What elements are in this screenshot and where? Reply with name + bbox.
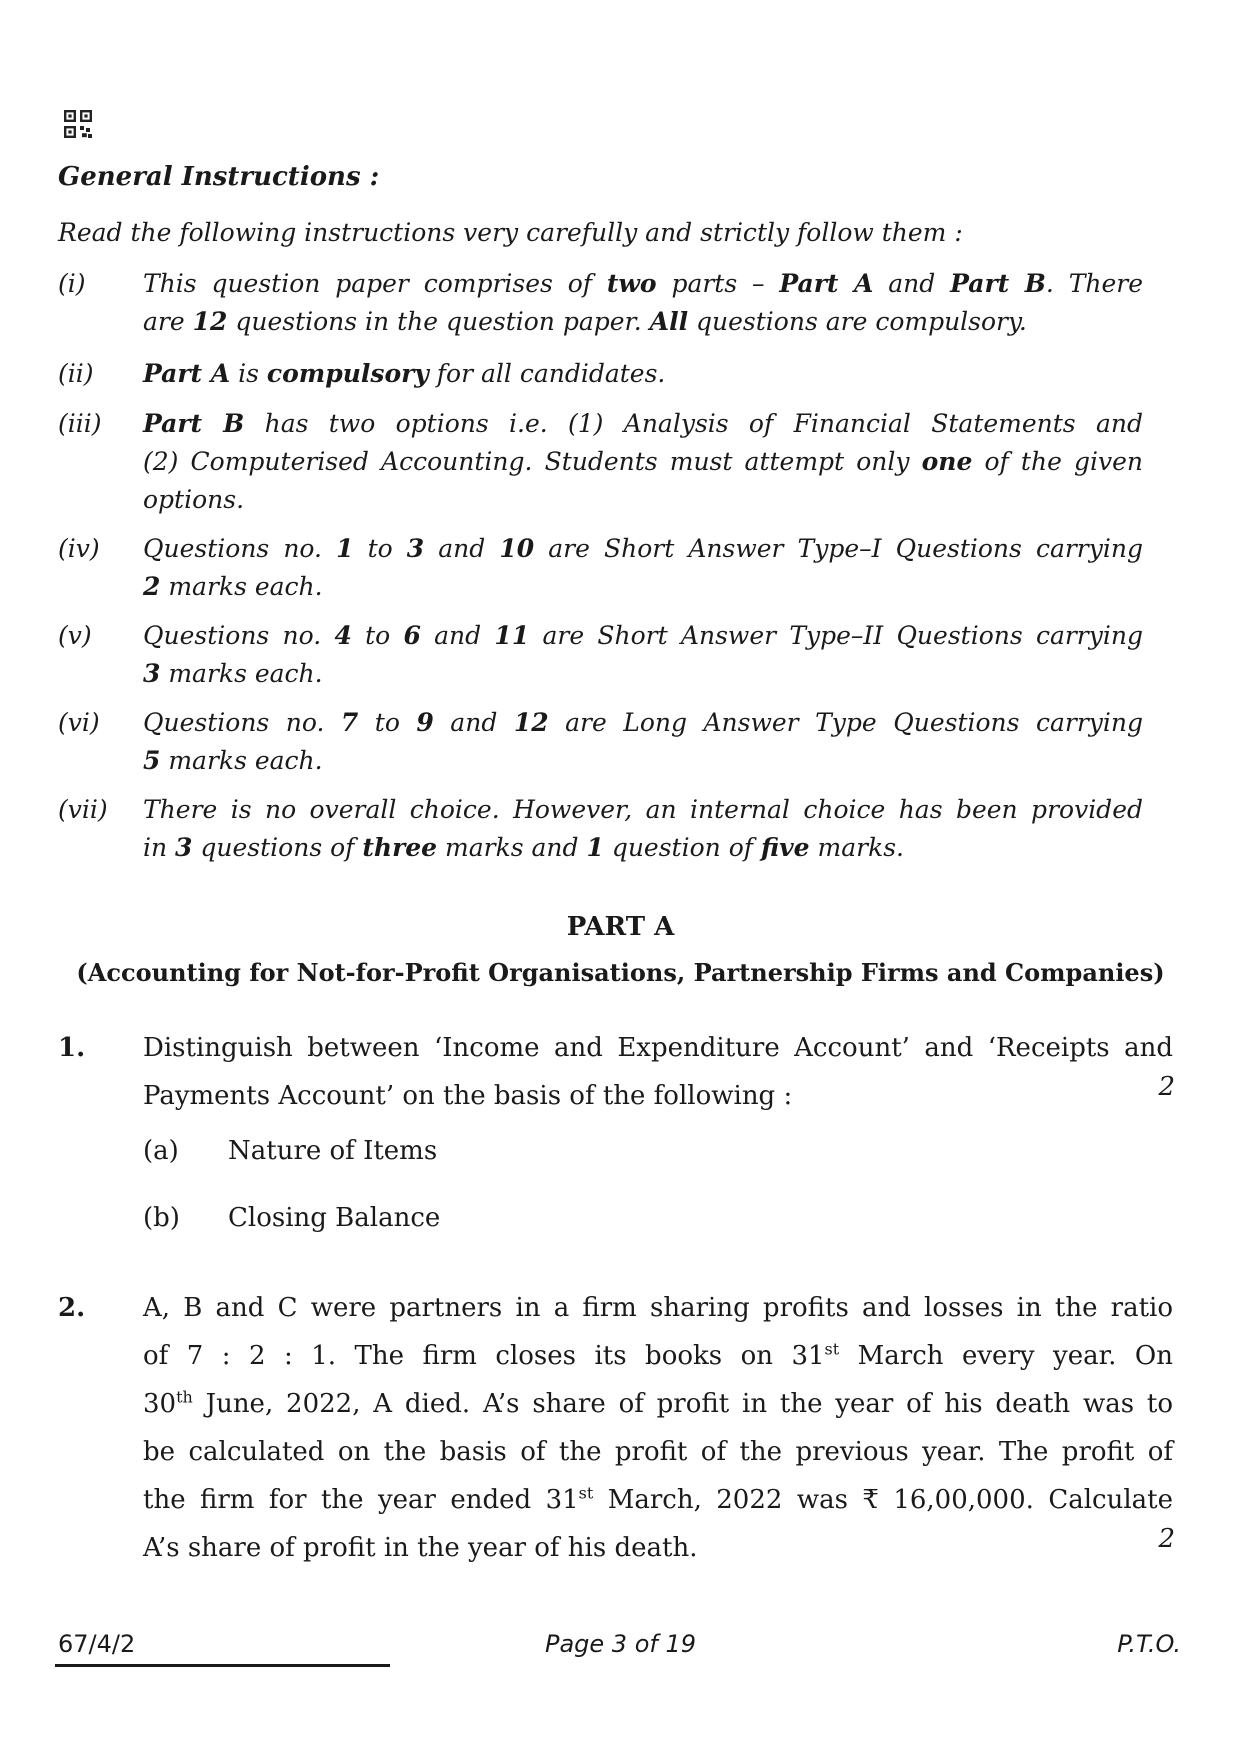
text-part: Questions no. — [143, 534, 337, 563]
bold-text: 12 — [513, 708, 549, 737]
instruction-line — [143, 443, 1143, 481]
part-subtitle: (Accounting for Not-for-Profit Organisations, Partnership Firms and Companies) — [76, 958, 1165, 987]
instruction-line — [143, 481, 1143, 519]
text-part: questions are compulsory. — [688, 307, 1027, 336]
instruction-line — [143, 655, 1143, 693]
text-part: question of — [603, 833, 761, 862]
bold-text: three — [362, 833, 438, 862]
instruction-number: (i) — [58, 269, 86, 298]
bold-text: 1 — [336, 534, 354, 563]
superscript: st — [578, 1483, 594, 1503]
question-line: Payments Account’ on the basis of the following : — [143, 1081, 793, 1111]
instruction-number: (vi) — [58, 708, 100, 737]
text-part: the firm for the year ended 31 — [143, 1485, 579, 1515]
general-instructions-intro: Read the following instructions very carefully and strictly follow them : — [58, 218, 963, 247]
text-part: of 7 : 2 : 1. The firm closes its books on 31 — [143, 1341, 825, 1371]
instruction-number: (iv) — [58, 534, 100, 563]
bold-text: 4 — [334, 621, 352, 650]
instruction-text — [143, 530, 1143, 606]
bold-text: two — [606, 269, 657, 298]
pto-label: P.T.O. — [1117, 1630, 1181, 1658]
text-part: (2) Computerised Accounting. Students must attempt only — [143, 447, 922, 476]
bold-text: Part B — [143, 409, 245, 438]
instruction-number: (iii) — [58, 409, 102, 438]
text-part: marks and — [437, 833, 587, 862]
instruction-text — [143, 405, 1143, 519]
bold-text: one — [921, 447, 973, 476]
question-line — [143, 1380, 1173, 1428]
text-part: marks. — [809, 833, 904, 862]
text-part: questions in the question paper. — [227, 307, 650, 336]
text-part: is — [230, 359, 267, 388]
text-part: 30 — [143, 1389, 177, 1419]
question-2-marks: 2 — [1158, 1524, 1175, 1554]
text-part: questions of — [192, 833, 363, 862]
question-line: Distinguish between ‘Income and Expenditure Account’ and ‘Receipts and — [143, 1033, 1173, 1063]
text-part: and — [433, 708, 514, 737]
text-part: are Short Answer Type–II Questions carrying — [529, 621, 1143, 650]
instruction-text — [143, 355, 1143, 393]
text-part: June, 2022, A died. A’s share of profit in the year of his death was to — [192, 1389, 1173, 1419]
question-text — [143, 1284, 1173, 1572]
instruction-text — [143, 265, 1143, 341]
instruction-line — [143, 355, 1143, 393]
general-instructions-title: General Instructions : — [58, 162, 380, 192]
question-line — [143, 1476, 1173, 1524]
instruction-text — [143, 704, 1143, 780]
sub-text: Nature of Items — [228, 1136, 438, 1166]
bold-text: Part A — [143, 359, 231, 388]
part-title: PART A — [566, 912, 675, 942]
text-part: This question paper comprises of — [143, 269, 607, 298]
bold-text: 6 — [403, 621, 421, 650]
instruction-line — [143, 405, 1143, 443]
superscript: th — [176, 1387, 193, 1407]
question-line: be calculated on the basis of the profit of the previous year. The profit of — [143, 1437, 1173, 1467]
text-part: are Short Answer Type–I Questions carrying — [534, 534, 1143, 563]
text-part: Questions no. — [143, 621, 335, 650]
text-part: to — [353, 534, 407, 563]
instruction-line — [143, 791, 1143, 829]
bold-text: 10 — [499, 534, 535, 563]
page-number: Page 3 of 19 — [544, 1630, 696, 1658]
question-line — [143, 1332, 1173, 1380]
superscript: st — [824, 1339, 840, 1359]
instruction-number: (v) — [58, 621, 92, 650]
text-part: are Long Answer Type Questions carrying — [548, 708, 1143, 737]
bold-text: 3 — [406, 534, 425, 563]
bold-text: 2 — [143, 572, 161, 601]
qr-code-icon — [64, 110, 92, 138]
instruction-line — [143, 742, 1143, 780]
question-text — [143, 1024, 1173, 1120]
sub-text: Closing Balance — [228, 1203, 441, 1233]
instruction-line — [143, 303, 1143, 341]
sub-label: (b) — [143, 1203, 180, 1233]
text-part: Questions no. — [143, 708, 341, 737]
bold-text: 3 — [143, 659, 161, 688]
instruction-line — [143, 568, 1143, 606]
instruction-number: (ii) — [58, 359, 94, 388]
instruction-line — [143, 829, 1143, 867]
instruction-line — [143, 704, 1143, 742]
text-part: parts – — [656, 269, 780, 298]
bold-text: 11 — [494, 621, 530, 650]
bold-text: Part A — [779, 269, 874, 298]
text-part: for all candidates. — [428, 359, 666, 388]
text-part: There is no overall choice. However, an internal choice has been provided — [143, 795, 1143, 824]
question-line: A, B and C were partners in a firm sharing profits and losses in the ratio — [143, 1293, 1173, 1323]
instruction-number: (vii) — [58, 795, 108, 824]
bold-text: Part B — [950, 269, 1046, 298]
text-part: has two options i.e. (1) Analysis of Financial Statements and — [244, 409, 1143, 438]
text-part: options. — [143, 485, 245, 514]
text-part: marks each. — [160, 659, 323, 688]
bold-text: 1 — [586, 833, 604, 862]
instruction-text — [143, 791, 1143, 867]
text-part: . There — [1045, 269, 1144, 298]
bold-text: five — [760, 833, 810, 862]
sub-label: (a) — [143, 1136, 179, 1166]
text-part: March, 2022 was ₹ 16,00,000. Calculate — [593, 1485, 1173, 1515]
bold-text: 9 — [416, 708, 434, 737]
text-part: March every year. On — [839, 1341, 1173, 1371]
text-part: and — [873, 269, 951, 298]
paper-code: 67/4/2 — [58, 1630, 136, 1658]
bold-text: 5 — [143, 746, 161, 775]
bold-text: All — [649, 307, 689, 336]
text-part: of the given — [972, 447, 1143, 476]
bold-text: 7 — [340, 708, 359, 737]
text-part: are — [143, 307, 193, 336]
footer-underline — [55, 1664, 390, 1667]
question-1-marks: 2 — [1158, 1072, 1175, 1102]
text-part: marks each. — [160, 746, 323, 775]
text-part: and — [424, 534, 500, 563]
question-line: A’s share of profit in the year of his death. — [143, 1533, 698, 1563]
text-part: to — [351, 621, 404, 650]
bold-text: 12 — [192, 307, 228, 336]
text-part: to — [358, 708, 417, 737]
instruction-line — [143, 265, 1143, 303]
text-part: marks each. — [160, 572, 323, 601]
text-part: in — [143, 833, 176, 862]
question-number: 2. — [58, 1293, 86, 1323]
bold-text: compulsory — [266, 359, 429, 388]
text-part: and — [420, 621, 495, 650]
bold-text: 3 — [175, 833, 193, 862]
instruction-line — [143, 617, 1143, 655]
instruction-line — [143, 530, 1143, 568]
question-number: 1. — [58, 1033, 86, 1063]
instruction-text — [143, 617, 1143, 693]
